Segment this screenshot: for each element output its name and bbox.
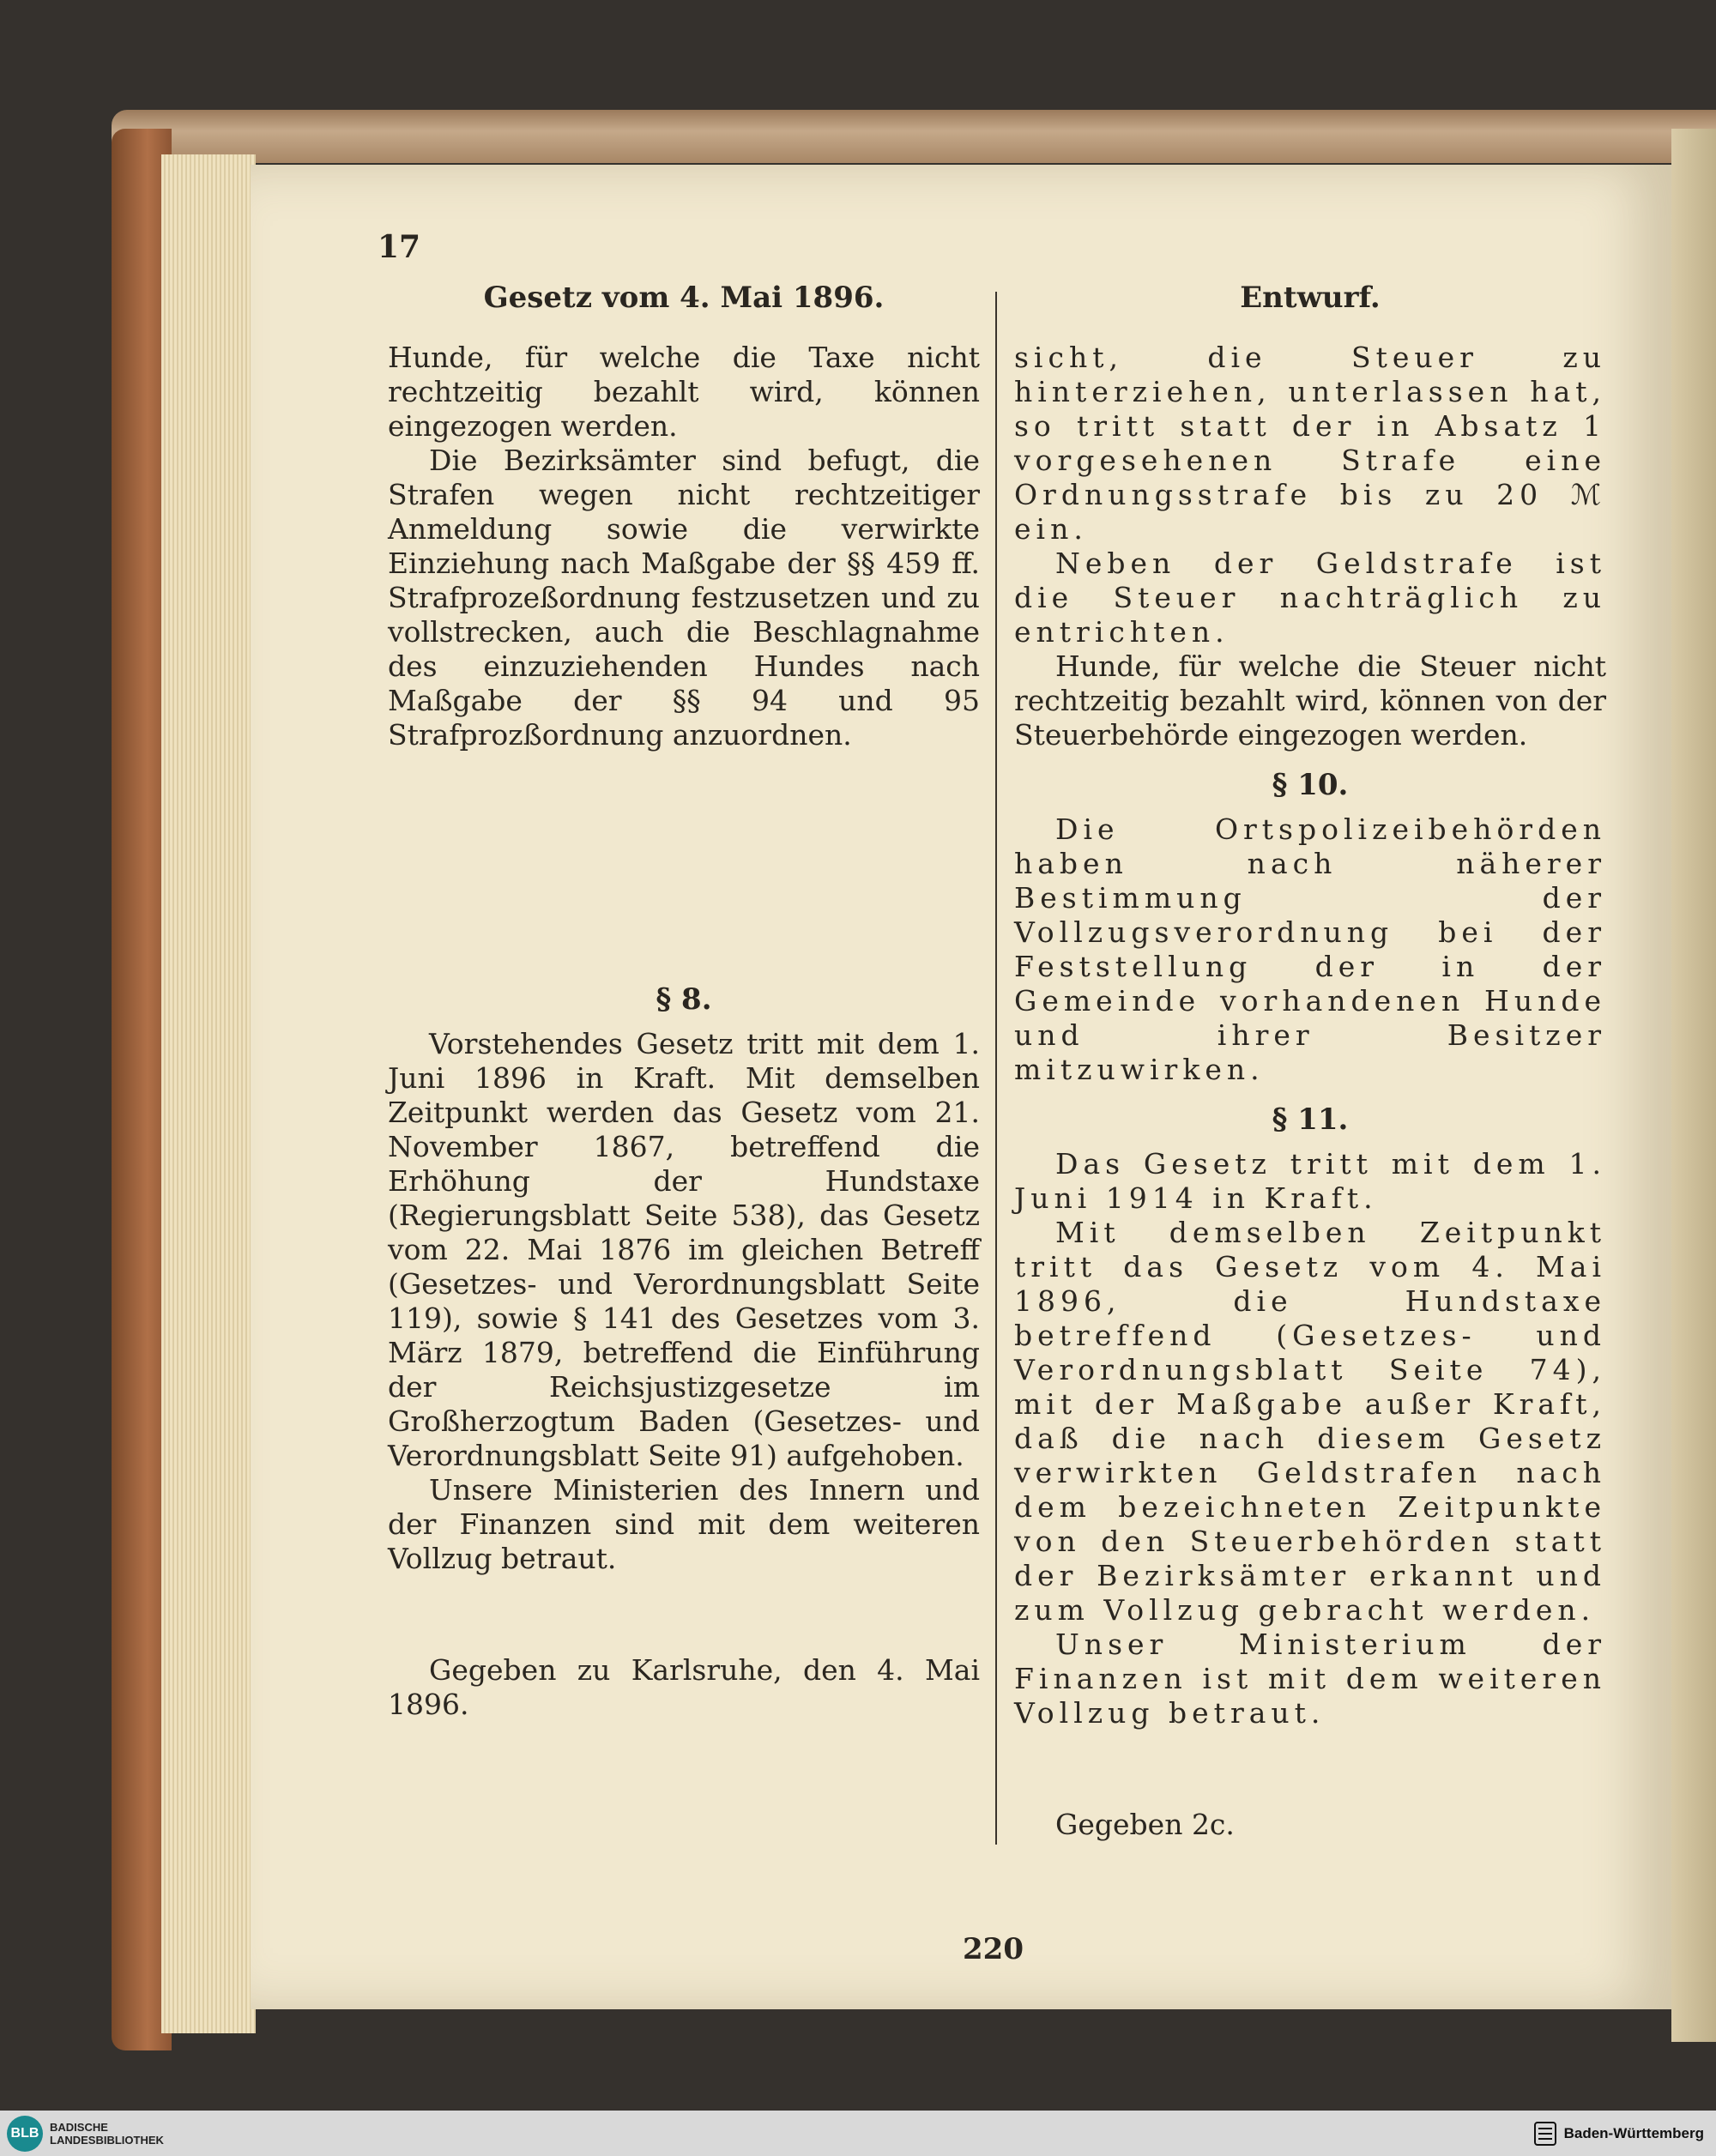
bw-logo[interactable] bbox=[1533, 2121, 1704, 2147]
right-column-title: Entwurf. bbox=[1240, 281, 1381, 315]
section-heading-11: § 11. bbox=[1272, 1102, 1349, 1137]
bw-coat-of-arms-icon bbox=[1533, 2121, 1557, 2147]
left-given-line: Gegeben zu Karlsruhe, den 4. Mai 1896. bbox=[388, 1653, 980, 1721]
page-curl bbox=[1671, 129, 1716, 2042]
page-number-bottom: 220 bbox=[963, 1932, 1024, 1966]
right-paragraph: Mit demselben Zeitpunkt tritt das Gesetz vom 4. Mai 1896, die Hundstaxe betreffend (Gesetzes- und Verordnungsblatt Seite 74), mit der Maßgabe außer Kraft, daß die nach diesem Gesetz verwirkten Geldstrafen nach dem bezeichneten Zeitpunkte von den Steuerbehörden statt der Bezirksämter erkannt und zum Vollzug gebracht werden. bbox=[1014, 1216, 1606, 1627]
document-page bbox=[251, 165, 1671, 2009]
left-paragraph: Hunde, für welche die Taxe nicht rechtzeitig bezahlt wird, können eingezogen werden. bbox=[388, 341, 980, 443]
right-paragraph: Neben der Geldstrafe ist die Steuer nachträglich zu entrichten. bbox=[1014, 547, 1606, 649]
page-stack bbox=[161, 154, 256, 2033]
blb-badge-icon: BLB bbox=[7, 2116, 43, 2152]
right-paragraph: Unser Ministerium der Finanzen ist mit dem weiteren Vollzug betraut. bbox=[1014, 1628, 1606, 1730]
left-column bbox=[388, 281, 980, 1722]
right-paragraph: sicht, die Steuer zu hinterziehen, unterlassen hat, so tritt statt der in Absatz 1 vorgesehenen Strafe eine Ordnungsstrafe bis zu 20 ℳ ein. bbox=[1014, 341, 1606, 546]
section-heading-8: § 8. bbox=[656, 982, 712, 1017]
left-column-title: Gesetz vom 4. Mai 1896. bbox=[483, 281, 885, 315]
bw-label: Baden-Württemberg bbox=[1563, 2124, 1704, 2141]
left-paragraph: Die Bezirksämter sind befugt, die Strafen wegen nicht rechtzeitiger Anmeldung sowie die verwirkte Einziehung nach Maßgabe der §§ 459 ff. Strafprozeßordnung festzusetzen und zu vollstrecken, auch die Beschlagnahme des einzuziehenden Hundes nach Maßgabe der §§ 94 und 95 Strafprozßordnung anzuordnen. bbox=[388, 444, 980, 752]
right-paragraph: Die Ortspolizeibehörden haben nach näherer Bestimmung der Vollzugsverordnung bei der Feststellung der in der Gemeinde vorhandenen Hunde und ihrer Besitzer mitzuwirken. bbox=[1014, 812, 1606, 1086]
left-paragraph: Vorstehendes Gesetz tritt mit dem 1. Juni 1896 in Kraft. Mit demselben Zeitpunkt werden das Gesetz vom 21. November 1867, betreffend die Erhöhung der Hundstaxe (Regierungsblatt Seite 538), das Gesetz vom 22. Mai 1876 im gleichen Betreff (Gesetzes- und Verordnungsblatt Seite 119), sowie § 141 des Gesetzes vom 3. März 1879, betreffend die Einführung der Reichsjustizgesetze im Großherzogtum Baden (Gesetzes- und Verordnungsblatt Seite 91) aufgehoben. bbox=[388, 1027, 980, 1472]
right-given-line: Gegeben 2c. bbox=[1055, 1808, 1235, 1841]
column-divider bbox=[995, 292, 997, 1845]
right-paragraph: Das Gesetz tritt mit dem 1. Juni 1914 in Kraft. bbox=[1014, 1147, 1606, 1215]
blb-name-line2: LANDESBIBLIOTHEK bbox=[50, 2133, 164, 2147]
right-column bbox=[1014, 281, 1606, 1842]
footer-bar bbox=[0, 2111, 1716, 2156]
blb-name-line1: BADISCHE bbox=[50, 2120, 108, 2134]
section-heading-10: § 10. bbox=[1272, 768, 1349, 802]
right-paragraph: Hunde, für welche die Steuer nicht rechtzeitig bezahlt wird, können von der Steuerbehörde eingezogen werden. bbox=[1014, 649, 1606, 752]
left-paragraph: Unsere Ministerien des Innern und der Finanzen sind mit dem weiteren Vollzug betraut. bbox=[388, 1473, 980, 1575]
page-number-top: 17 bbox=[378, 229, 421, 265]
blb-name bbox=[50, 2121, 164, 2147]
book-top-edge bbox=[112, 110, 1716, 163]
blb-logo[interactable] bbox=[7, 2116, 164, 2152]
